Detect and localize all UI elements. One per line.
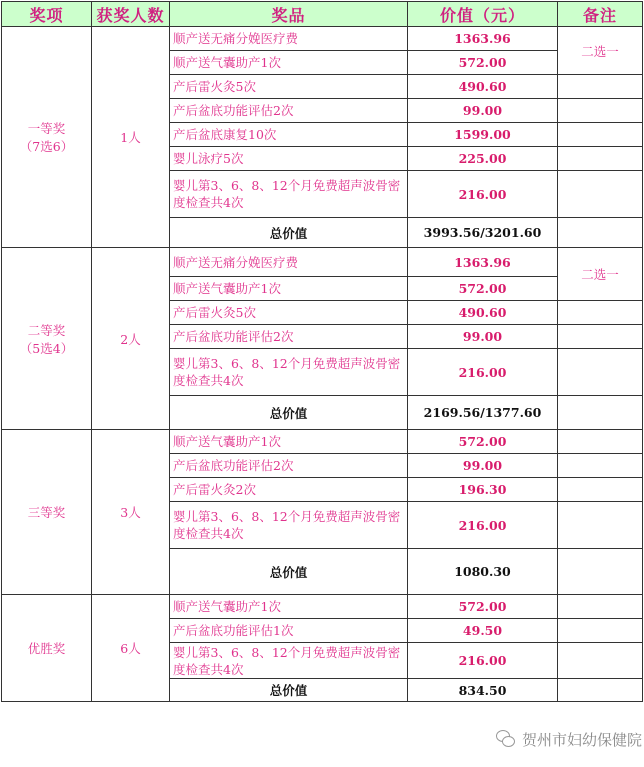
prize-name: 顺产送无痛分娩医疗费 bbox=[170, 27, 408, 51]
winner-count: 2人 bbox=[92, 248, 170, 430]
wechat-logo-icon bbox=[496, 729, 516, 749]
total-value: 2169.56/1377.60 bbox=[408, 396, 558, 430]
note-empty bbox=[558, 301, 643, 325]
prize-name: 顺产送气囊助产1次 bbox=[170, 430, 408, 454]
watermark-text: 贺州市妇幼保健院 bbox=[522, 730, 643, 749]
prize-level: 优胜奖 bbox=[27, 641, 66, 656]
header-level: 奖项 bbox=[2, 2, 92, 27]
total-label: 总价值 bbox=[170, 218, 408, 248]
winner-count: 6人 bbox=[92, 595, 170, 702]
prize-name: 顺产送气囊助产1次 bbox=[170, 595, 408, 619]
prize-name: 婴儿第3、6、8、12个月免费超声波骨密度检查共4次 bbox=[170, 349, 408, 396]
prize-name: 产后盆底康复10次 bbox=[170, 123, 408, 147]
note-empty bbox=[558, 549, 643, 595]
prize-value: 225.00 bbox=[408, 147, 558, 171]
prize-name: 婴儿第3、6、8、12个月免费超声波骨密度检查共4次 bbox=[170, 643, 408, 679]
prize-name: 产后雷火灸2次 bbox=[170, 478, 408, 502]
prize-name: 产后雷火灸5次 bbox=[170, 75, 408, 99]
prize-value: 216.00 bbox=[408, 171, 558, 218]
prize-value: 572.00 bbox=[408, 595, 558, 619]
prize-value: 216.00 bbox=[408, 643, 558, 679]
note-empty bbox=[558, 123, 643, 147]
note-empty bbox=[558, 619, 643, 643]
note-empty bbox=[558, 643, 643, 679]
prize-value: 572.00 bbox=[408, 277, 558, 301]
note-cell: 二选一 bbox=[558, 27, 643, 75]
prize-name: 婴儿第3、6、8、12个月免费超声波骨密度检查共4次 bbox=[170, 171, 408, 218]
note-empty bbox=[558, 218, 643, 248]
prize-level-sub: （7选6） bbox=[19, 139, 74, 154]
note-empty bbox=[558, 75, 643, 99]
note-empty bbox=[558, 147, 643, 171]
header-value: 价值（元） bbox=[408, 2, 558, 27]
prize-value: 49.50 bbox=[408, 619, 558, 643]
total-label: 总价值 bbox=[170, 549, 408, 595]
prize-table bbox=[1, 1, 643, 702]
prize-name: 产后盆底功能评估2次 bbox=[170, 325, 408, 349]
winner-count: 3人 bbox=[92, 430, 170, 595]
prize-name: 顺产送气囊助产1次 bbox=[170, 277, 408, 301]
total-label: 总价值 bbox=[170, 679, 408, 702]
prize-value: 196.30 bbox=[408, 478, 558, 502]
header-prize: 奖品 bbox=[170, 2, 408, 27]
prize-level: 二等奖 bbox=[27, 322, 66, 338]
header-row bbox=[2, 2, 643, 27]
note-empty bbox=[558, 454, 643, 478]
table-row bbox=[2, 248, 643, 277]
prize-value: 99.00 bbox=[408, 99, 558, 123]
note-empty bbox=[558, 99, 643, 123]
note-empty bbox=[558, 396, 643, 430]
prize-value: 99.00 bbox=[408, 325, 558, 349]
prize-name: 产后盆底功能评估2次 bbox=[170, 99, 408, 123]
prize-level: 三等奖 bbox=[27, 505, 66, 520]
table-row bbox=[2, 430, 643, 454]
total-value: 834.50 bbox=[408, 679, 558, 702]
table-row bbox=[2, 595, 643, 619]
prize-value: 490.60 bbox=[408, 75, 558, 99]
header-winners: 获奖人数 bbox=[92, 2, 170, 27]
prize-value: 1599.00 bbox=[408, 123, 558, 147]
prize-name: 产后雷火灸5次 bbox=[170, 301, 408, 325]
note-empty bbox=[558, 679, 643, 702]
table-row bbox=[2, 27, 643, 51]
prize-value: 216.00 bbox=[408, 349, 558, 396]
prize-value: 572.00 bbox=[408, 51, 558, 75]
note-empty bbox=[558, 349, 643, 396]
prize-name: 产后盆底功能评估2次 bbox=[170, 454, 408, 478]
total-value: 1080.30 bbox=[408, 549, 558, 595]
winner-count: 1人 bbox=[92, 27, 170, 248]
prize-name: 顺产送气囊助产1次 bbox=[170, 51, 408, 75]
prize-name: 婴儿第3、6、8、12个月免费超声波骨密度检查共4次 bbox=[170, 502, 408, 549]
note-empty bbox=[558, 595, 643, 619]
prize-name: 顺产送无痛分娩医疗费 bbox=[170, 248, 408, 277]
prize-level: 一等奖 bbox=[27, 121, 66, 136]
prize-value: 99.00 bbox=[408, 454, 558, 478]
prize-level-cell bbox=[2, 595, 92, 702]
prize-name: 婴儿泳疗5次 bbox=[170, 147, 408, 171]
note-empty bbox=[558, 430, 643, 454]
note-empty bbox=[558, 502, 643, 549]
note-empty bbox=[558, 171, 643, 218]
prize-level-cell bbox=[2, 27, 92, 248]
prize-value: 490.60 bbox=[408, 301, 558, 325]
total-value: 3993.56/3201.60 bbox=[408, 218, 558, 248]
prize-level-cell bbox=[2, 430, 92, 595]
prize-value: 1363.96 bbox=[408, 248, 558, 277]
prize-level-cell bbox=[2, 248, 92, 430]
prize-value: 1363.96 bbox=[408, 27, 558, 51]
watermark bbox=[496, 728, 642, 750]
prize-value: 572.00 bbox=[408, 430, 558, 454]
note-cell: 二选一 bbox=[558, 248, 643, 301]
header-note: 备注 bbox=[558, 2, 643, 27]
prize-value: 216.00 bbox=[408, 502, 558, 549]
note-empty bbox=[558, 478, 643, 502]
total-label: 总价值 bbox=[170, 396, 408, 430]
prize-level-sub: （5选4） bbox=[19, 340, 74, 356]
prize-name: 产后盆底功能评估1次 bbox=[170, 619, 408, 643]
note-empty bbox=[558, 325, 643, 349]
